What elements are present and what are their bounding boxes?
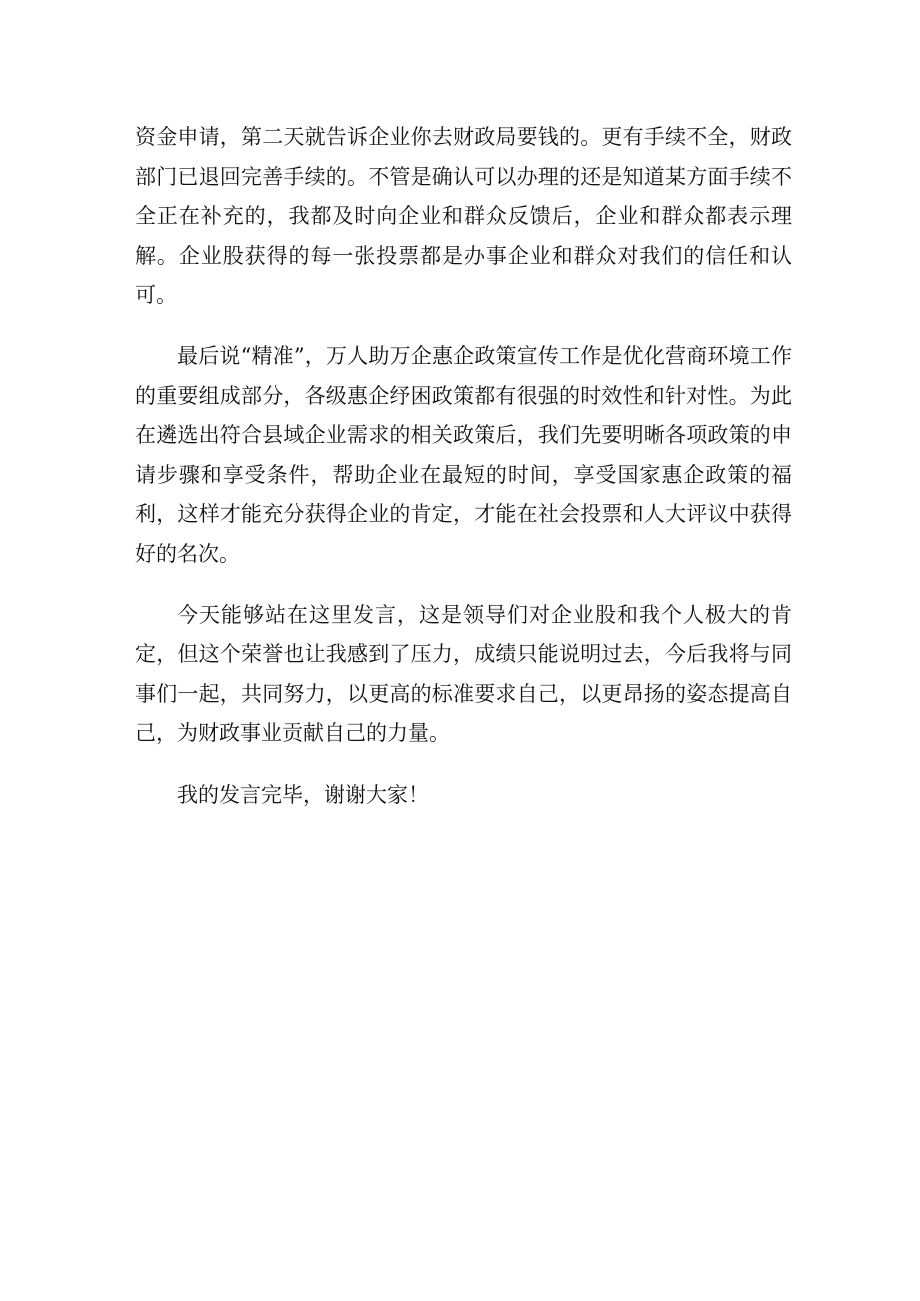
paragraph-precision: 最后说“精准”，万人助万企惠企政策宣传工作是优化营商环境工作的重要组成部分，各级惠企纾困政策都有很强的时效性和针对性。为此在遴选出符合县域企业需求的相关政策后，我们先要明晰各项政策的申请步骤和享受条件，帮助企业在最短的时间，享受国家惠企政策的福利，这样才能充分获得企业的肯定，才能在社会投票和人大评议中获得好的名次。	[135, 343, 792, 566]
paragraph-closing: 我的发言完毕，谢谢大家！	[177, 782, 429, 807]
paragraph-gratitude: 今天能够站在这里发言，这是领导们对企业股和我个人极大的肯定，但这个荣誉也让我感到了压力，成绩只能说明过去，今后我将与同事们一起，共同努力，以更高的标准要求自己，以更昂扬的姿态提高自己，为财政事业贡献自己的力量。	[135, 602, 792, 746]
paragraph-continuation: 资金申请，第二天就告诉企业你去财政局要钱的。更有手续不全，财政部门已退回完善手续的。不管是确认可以办理的还是知道某方面手续不全正在补充的，我都及时向企业和群众反馈后，企业和群众都表示理解。企业股获得的每一张投票都是办事企业和群众对我们的信任和认可。	[135, 125, 792, 308]
document-body	[135, 118, 792, 816]
